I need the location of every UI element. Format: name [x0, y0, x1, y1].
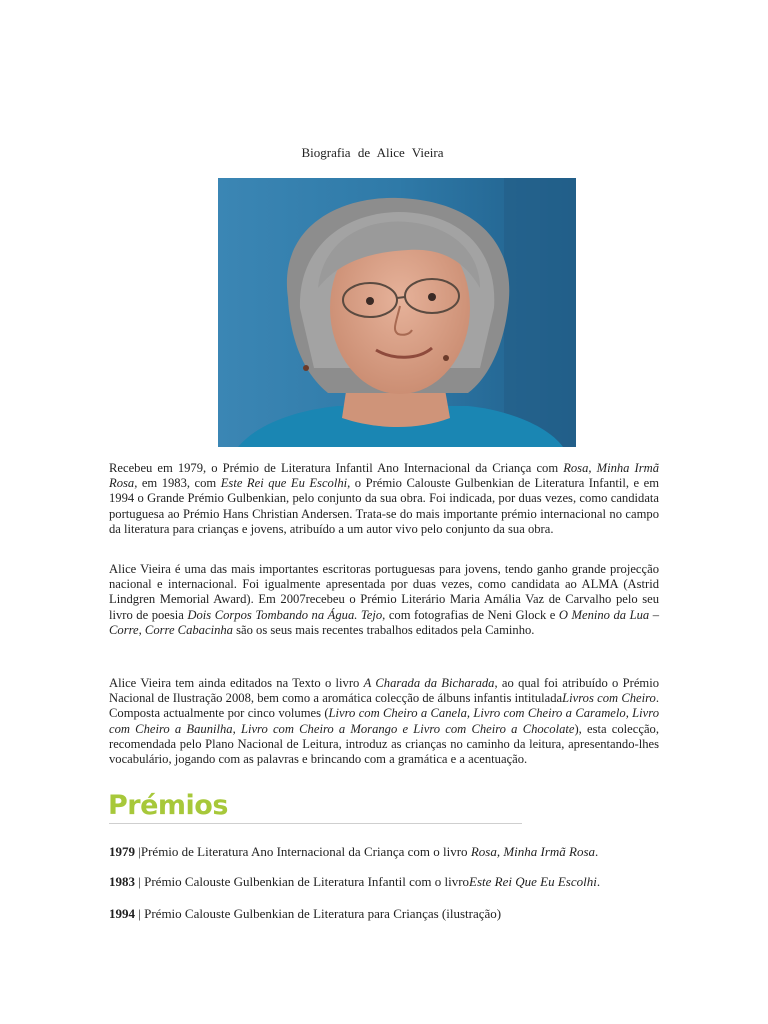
- award-item: 1983 | Prémio Calouste Gulbenkian de Literatura Infantil com o livroEste Rei Que Eu Escolhi.: [109, 874, 601, 889]
- biography-paragraph-3: Alice Vieira tem ainda editados na Texto o livro A Charada da Bicharada, ao qual foi atribuído o Prémio Nacional de Ilustração 2008, bem como a aromática colecção de álbuns infantis intituladaLivros com Cheiro. Composta actualmente por cinco volumes (Livro com Cheiro a Canela, Livro com Cheiro a Caramelo, Livro com Cheiro a Baunilha, Livro com Cheiro a Morango e Livro com Cheiro a Chocolate), esta colecção, recomendada pelo Plano Nacional de Leitura, introduz as crianças no caminho da leitura, apresentando-lhes vocabulário, jogando com as palavras e brincando com a gramática e a acentuação.: [109, 676, 660, 767]
- awards-heading: Prémios: [108, 790, 228, 821]
- page-title: Biografia de Alice Vieira: [301, 145, 444, 160]
- heading-divider: [109, 823, 522, 824]
- biography-paragraph-1: Recebeu em 1979, o Prémio de Literatura Infantil Ano Internacional da Criança com Rosa, Minha Irmã Rosa, em 1983, com Este Rei que Eu Escolhi, o Prémio Calouste Gulbenkian de Literatura Infantil, e em 1994 o Grande Prémio Gulbenkian, pelo conjunto da sua obra. Foi indicada, por duas vezes, como candidata portuguesa ao Prémio Hans Christian Andersen. Trata-se do mais importante prémio internacional no campo da literatura para crianças e jovens, atribuído a um autor vivo pelo conjunto da sua obra.: [109, 461, 659, 536]
- award-item: 1979 |Prémio de Literatura Ano Internacional da Criança com o livro Rosa, Minha Irmã Rosa.: [109, 844, 599, 859]
- biography-paragraph-2: Alice Vieira é uma das mais importantes escritoras portuguesas para jovens, tendo ganho grande projecção nacional e internacional. Foi igualmente apresentada por duas vezes, como candidata ao ALMA (Astrid Lindgren Memorial Award). Em 2007recebeu o Prémio Literário Maria Amália Vaz de Carvalho pelo seu livro de poesia Dois Corpos Tombando na Água. Tejo, com fotografias de Neni Glock e O Menino da Lua – Corre, Corre Cabacinha são os seus mais recentes trabalhos editados pela Caminho.: [109, 562, 660, 637]
- award-item: 1994 | Prémio Calouste Gulbenkian de Literatura para Crianças (ilustração): [109, 906, 502, 921]
- author-portrait: [218, 178, 576, 447]
